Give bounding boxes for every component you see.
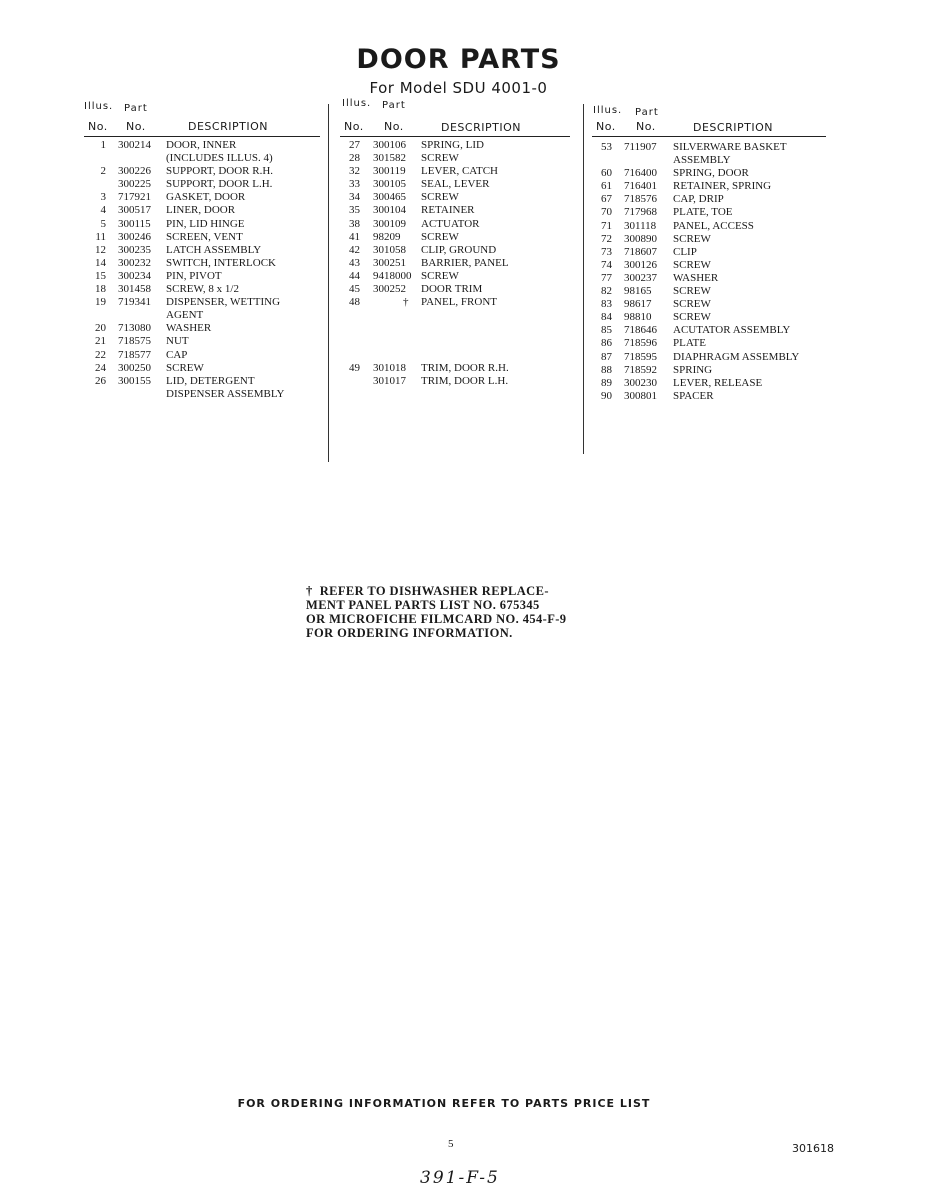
part-number: 300251 [373, 256, 406, 269]
part-number: 300115 [118, 217, 151, 230]
illus-number: 60 [601, 167, 612, 180]
part-number: 301582 [373, 152, 406, 165]
part-description: LINER, DOOR [166, 204, 236, 217]
part-description: LID, DETERGENT [166, 374, 255, 387]
illus-number: 32 [349, 165, 360, 178]
part-description: LATCH ASSEMBLY [166, 243, 262, 256]
part-number: 300226 [118, 165, 151, 178]
part-description: SUPPORT, DOOR R.H. [166, 165, 274, 178]
part-description: ASSEMBLY [673, 154, 731, 167]
part-description: ACTUATOR [421, 217, 480, 230]
part-number: 718595 [624, 350, 657, 363]
part-description: PIN, LID HINGE [166, 217, 245, 230]
part-description: SPACER [673, 389, 714, 402]
part-number: 98810 [624, 311, 652, 324]
part-description: DISPENSER, WETTING [166, 296, 281, 309]
header-part-no: No. [384, 120, 404, 133]
illus-number: 26 [95, 374, 106, 387]
part-description: DOOR, INNER [166, 139, 237, 151]
header-part: Part [382, 100, 406, 111]
part-number: 300105 [373, 178, 406, 191]
illus-number: 41 [349, 230, 360, 243]
part-number: 301118 [624, 219, 657, 232]
part-description: SCREW [421, 191, 459, 204]
illus-number: 70 [601, 206, 612, 219]
part-number: 300230 [624, 376, 657, 389]
illus-number: 49 [349, 361, 360, 374]
part-description: AGENT [166, 309, 204, 322]
part-description: PLATE, TOE [673, 206, 733, 219]
illus-number: 42 [349, 243, 360, 256]
part-description: SWITCH, INTERLOCK [166, 256, 276, 269]
part-description: PLATE [673, 337, 706, 350]
part-number: 718596 [624, 337, 657, 350]
illus-number: 11 [95, 230, 106, 243]
illus-number: 24 [95, 361, 106, 374]
illus-number: 73 [601, 245, 612, 258]
illus-number: 12 [95, 243, 106, 256]
part-number: 301018 [373, 361, 406, 374]
part-number: 300126 [624, 258, 657, 271]
part-number: 718592 [624, 363, 657, 376]
part-description: TRIM, DOOR R.H. [421, 361, 509, 374]
part-description: SCREW [673, 285, 711, 298]
handwritten-annotation: 391-F-5 [420, 1168, 500, 1188]
illus-number: 21 [95, 335, 106, 348]
part-number: 98209 [373, 230, 401, 243]
header-illus-no: No. [88, 120, 108, 133]
column-divider [328, 104, 329, 462]
part-number: 300517 [118, 204, 151, 217]
part-number: † [403, 296, 409, 309]
part-description: CAP [166, 348, 188, 361]
illus-number: 28 [349, 152, 360, 165]
illus-number: 72 [601, 232, 612, 245]
illus-number: 67 [601, 193, 612, 206]
illus-number: 33 [349, 178, 360, 191]
part-description: SILVERWARE BASKET [673, 141, 787, 153]
illus-number: 83 [601, 298, 612, 311]
part-number: 718577 [118, 348, 151, 361]
illus-number: 44 [349, 269, 360, 282]
part-description: SCREW [166, 361, 204, 374]
part-number: 717921 [118, 191, 151, 204]
part-description: PANEL, FRONT [421, 296, 497, 309]
part-number: 300214 [118, 139, 151, 151]
part-number: 300106 [373, 139, 406, 151]
header-description: DESCRIPTION [441, 121, 521, 134]
part-description: SPRING, DOOR [673, 167, 749, 180]
part-description: SCREEN, VENT [166, 230, 243, 243]
part-number: 300225 [118, 178, 151, 191]
header-illus: Illus. [593, 105, 623, 116]
illus-number: 27 [349, 139, 360, 151]
part-description: SCREW, 8 x 1/2 [166, 283, 239, 296]
header-part: Part [635, 107, 659, 118]
header-description: DESCRIPTION [188, 120, 268, 133]
illus-number: 48 [349, 296, 360, 309]
part-description: RETAINER, SPRING [673, 180, 772, 193]
part-number: 716401 [624, 180, 657, 193]
illus-number: 35 [349, 204, 360, 217]
illus-number: 20 [95, 322, 106, 335]
part-description: SUPPORT, DOOR L.H. [166, 178, 273, 191]
part-number: 301458 [118, 283, 151, 296]
part-description: SCREW [421, 152, 459, 165]
part-number: 300250 [118, 361, 151, 374]
illus-number: 43 [349, 256, 360, 269]
part-description: PIN, PIVOT [166, 269, 222, 282]
part-number: 718646 [624, 324, 657, 337]
part-description: CAP, DRIP [673, 193, 724, 206]
part-number: 719341 [118, 296, 151, 309]
header-description: DESCRIPTION [693, 121, 773, 134]
part-number: 301058 [373, 243, 406, 256]
part-number: 300119 [373, 165, 406, 178]
part-number: 300252 [373, 283, 406, 296]
part-description: TRIM, DOOR L.H. [421, 374, 509, 387]
part-description: NUT [166, 335, 189, 348]
page-number: 5 [448, 1138, 454, 1150]
column-divider [583, 104, 584, 454]
part-description: DOOR TRIM [421, 283, 483, 296]
part-number: 711907 [624, 141, 657, 153]
model-subtitle: For Model SDU 4001-0 [369, 79, 548, 97]
illus-number: 90 [601, 389, 612, 402]
illus-number: 3 [100, 191, 106, 204]
header-rule [340, 136, 570, 137]
part-number: 713080 [118, 322, 151, 335]
part-description: DIAPHRAGM ASSEMBLY [673, 350, 800, 363]
document-number: 301618 [792, 1142, 834, 1155]
part-number: 300246 [118, 230, 151, 243]
header-part-no: No. [636, 120, 656, 133]
header-rule [592, 136, 826, 137]
page-title: DOOR PARTS [356, 44, 561, 75]
header-part-no: No. [126, 120, 146, 133]
header-illus: Illus. [84, 101, 114, 112]
header-illus-no: No. [344, 120, 364, 133]
part-description: PANEL, ACCESS [673, 219, 754, 232]
part-description: GASKET, DOOR [166, 191, 246, 204]
replacement-panel-note: † REFER TO DISHWASHER REPLACE- MENT PANEL PARTS LIST NO. 675345 OR MICROFICHE FILMCARD NO. 454-F-9 FOR ORDERING INFORMATION. [306, 584, 567, 640]
header-rule [84, 136, 320, 137]
part-number: 98617 [624, 298, 652, 311]
part-description: ACUTATOR ASSEMBLY [673, 324, 791, 337]
part-description: WASHER [673, 271, 719, 284]
part-description: SCREW [421, 230, 459, 243]
header-illus: Illus. [342, 98, 372, 109]
header-illus-no: No. [596, 120, 616, 133]
illus-number: 71 [601, 219, 612, 232]
illus-number: 45 [349, 283, 360, 296]
illus-number: 15 [95, 269, 106, 282]
illus-number: 38 [349, 217, 360, 230]
part-description: SCREW [673, 258, 711, 271]
ordering-footer: FOR ORDERING INFORMATION REFER TO PARTS PRICE LIST [237, 1097, 651, 1110]
part-description: WASHER [166, 322, 212, 335]
part-description: LEVER, RELEASE [673, 376, 763, 389]
illus-number: 82 [601, 285, 612, 298]
part-number: 98165 [624, 285, 652, 298]
part-number: 300465 [373, 191, 406, 204]
part-number: 9418000 [373, 269, 412, 282]
part-description: SEAL, LEVER [421, 178, 490, 191]
part-number: 300890 [624, 232, 657, 245]
illus-number: 14 [95, 256, 106, 269]
part-description: (INCLUDES ILLUS. 4) [166, 152, 273, 165]
illus-number: 2 [100, 165, 106, 178]
part-description: SCREW [421, 269, 459, 282]
part-number: 300232 [118, 256, 151, 269]
illus-number: 18 [95, 283, 106, 296]
part-description: BARRIER, PANEL [421, 256, 509, 269]
illus-number: 77 [601, 271, 612, 284]
part-description: RETAINER [421, 204, 475, 217]
part-number: 718607 [624, 245, 657, 258]
part-number: 300155 [118, 374, 151, 387]
part-number: 716400 [624, 167, 657, 180]
part-number: 301017 [373, 374, 406, 387]
illus-number: 22 [95, 348, 106, 361]
illus-number: 53 [601, 141, 612, 153]
illus-number: 88 [601, 363, 612, 376]
part-number: 300237 [624, 271, 657, 284]
part-number: 718575 [118, 335, 151, 348]
illus-number: 5 [100, 217, 106, 230]
part-number: 300234 [118, 269, 151, 282]
part-number: 717968 [624, 206, 657, 219]
part-description: CLIP, GROUND [421, 243, 497, 256]
illus-number: 86 [601, 337, 612, 350]
illus-number: 61 [601, 180, 612, 193]
illus-number: 34 [349, 191, 360, 204]
part-number: 300104 [373, 204, 406, 217]
illus-number: 89 [601, 376, 612, 389]
part-description: SCREW [673, 232, 711, 245]
part-description: SCREW [673, 311, 711, 324]
illus-number: 1 [100, 139, 106, 151]
illus-number: 4 [100, 204, 106, 217]
illus-number: 19 [95, 296, 106, 309]
part-description: SCREW [673, 298, 711, 311]
part-number: 300235 [118, 243, 151, 256]
illus-number: 85 [601, 324, 612, 337]
part-description: DISPENSER ASSEMBLY [166, 387, 285, 400]
part-description: SPRING, LID [421, 139, 484, 151]
part-description: SPRING [673, 363, 713, 376]
illus-number: 84 [601, 311, 612, 324]
illus-number: 74 [601, 258, 612, 271]
illus-number: 87 [601, 350, 612, 363]
part-number: 718576 [624, 193, 657, 206]
part-description: CLIP [673, 245, 697, 258]
header-part: Part [124, 103, 148, 114]
part-description: LEVER, CATCH [421, 165, 498, 178]
part-number: 300109 [373, 217, 406, 230]
part-number: 300801 [624, 389, 657, 402]
